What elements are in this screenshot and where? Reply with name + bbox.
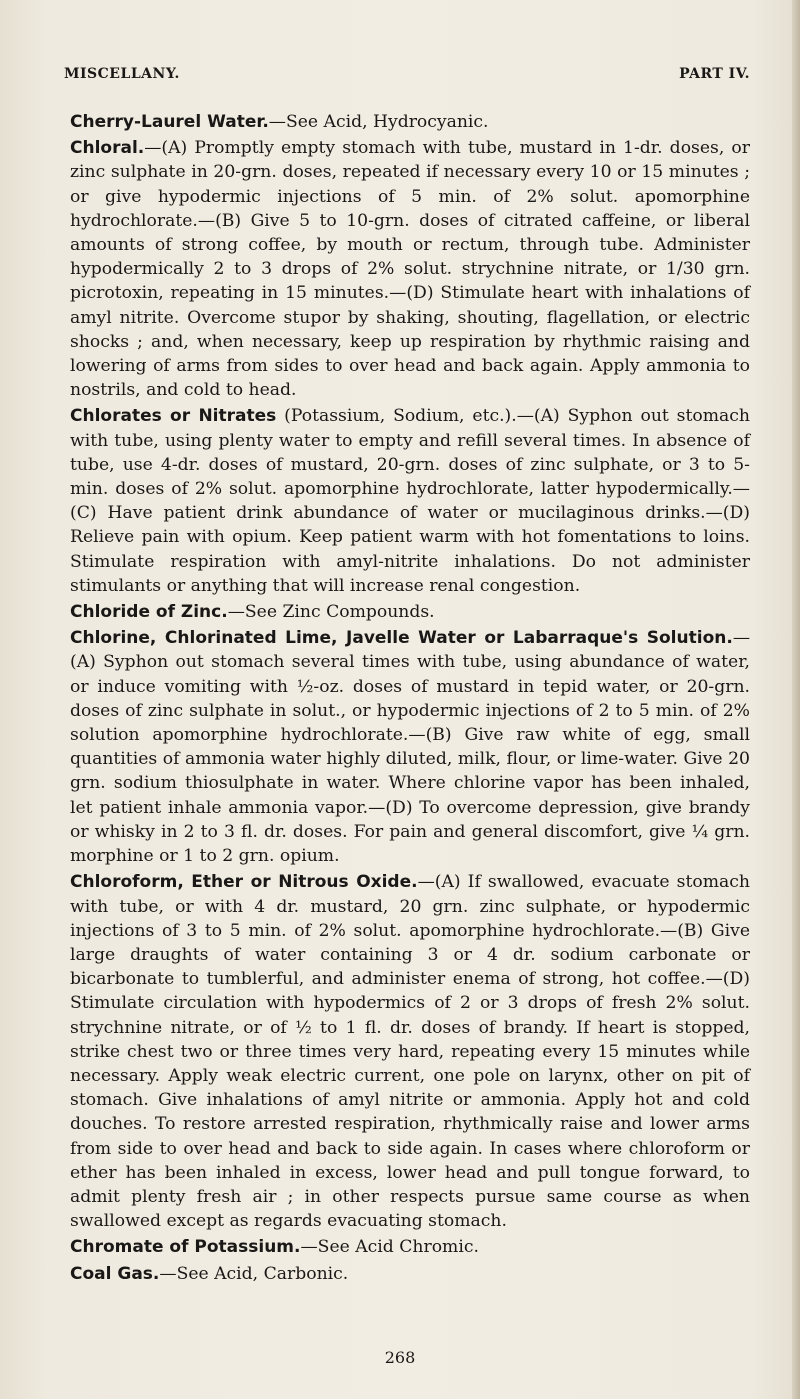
entry-coal-gas [70, 1262, 750, 1286]
page-number: 268 [384, 1348, 416, 1367]
entry-text: —(A) Promptly empty stomach with tube, mustard in 1-dr. doses, or zinc sulphate in 20-grn. doses, repeated if necessary every 10 or 15 minutes ; or give hypodermic injections of 5 min. of 2% solut. apomorphine hydrochlorate.—(B) Give 5 to 10-grn. doses of citrated caffeine, or liberal amounts of strong coffee, by mouth or rectum, through tube. Administer hypodermically 2 to 3 drops of 2% solut. strychnine nitrate, or 1/30 grn. picrotoxin, repeating in 15 minutes.—(D) Stimulate heart with inhalations of amyl nitrite. Overcome stupor by shaking, shouting, flagellation, or electric shocks ; and, when necessary, keep up respiration by rhythmic raising and lowering of arms from sides to over head and back again. Apply ammonia to nostrils, and cold to head. [70, 138, 750, 401]
running-head-left: MISCELLANY. [64, 66, 180, 82]
entry-headword: Chlorine, Chlorinated Lime, Javelle Water or Labarraque's Solution. [70, 628, 733, 649]
running-head [64, 66, 750, 86]
entry-cherry-laurel [70, 110, 750, 134]
entry-headword: Chloride of Zinc. [70, 602, 228, 623]
entry-chloral [70, 136, 750, 402]
entry-chromate [70, 1235, 750, 1259]
entry-headword: Cherry-Laurel Water. [70, 112, 269, 132]
entry-chloroform [70, 870, 750, 1233]
entry-chloride-of-zinc [70, 600, 750, 624]
entry-text: (Potassium, Sodium, etc.).—(A) Syphon out stomach with tube, using plenty water to empty and refill several times. In absence of tube, use 4-dr. doses of mustard, 20-grn. doses of zinc sulphate, or 3 to 5-min. doses of 2% solut. apomorphine hydrochlorate, latter hypodermically.—(C) Have patient drink abundance of water or mucilaginous drinks.—(D) Relieve pain with opium. Keep patient warm with hot fomentations to loins. Stimulate respiration with amyl-nitrite inhalations. Do not administer stimulants or anything that will increase renal congestion. [70, 406, 750, 596]
entry-chlorates [70, 404, 750, 598]
page-body [70, 110, 750, 1288]
entry-headword: Chloral. [70, 138, 145, 159]
entry-headword: Chloroform, Ether or Nitrous Oxide. [70, 872, 418, 893]
running-head-right: PART IV. [679, 66, 750, 82]
page-edge [792, 0, 800, 1399]
entry-text: —See Zinc Compounds. [227, 602, 435, 623]
entry-chlorine [70, 626, 750, 868]
entry-headword: Chromate of Potassium. [70, 1237, 301, 1258]
entry-headword: Coal Gas. [70, 1263, 160, 1284]
entry-headword: Chlorates or Nitrates [70, 406, 277, 427]
entry-text: —(A) Syphon out stomach several times with tube, using abundance of water, or induce vomiting with ½-oz. doses of mustard in tepid water, or 20-grn. doses of zinc sulphate in solut., or hypodermic injections of 2 to 5 min. of 2% solution apomorphine hydrochlorate.—(B) Give raw white of egg, small quantities of ammonia water highly diluted, milk, flour, or lime-water. Give 20 grn. sodium thiosulphate in water. Where chlorine vapor has been inhaled, let patient inhale ammonia vapor.—(D) To overcome depression, give brandy or whisky in 2 to 3 fl. dr. doses. For pain and general discomfort, give ¼ grn. morphine or 1 to 2 grn. opium. [70, 628, 750, 867]
entry-text: —See Acid Chromic. [300, 1237, 479, 1258]
entry-text: —See Acid, Hydrocyanic. [268, 112, 489, 132]
entry-text: —See Acid, Carbonic. [159, 1263, 349, 1284]
entry-text: —(A) If swallowed, evacuate stomach with tube, or with 4 dr. mustard, 20 grn. zinc sulphate, or hypodermic injections of 3 to 5 min. of 2% solut. apomorphine hydrochlorate.—(B) Give large draughts of water containing 3 or 4 dr. sodium carbonate or bicarbonate to tumblerful, and administer enema of strong, hot coffee.—(D) Stimulate circulation with hypodermics of 2 or 3 drops of fresh 2% solut. strychnine nitrate, or of ½ to 1 fl. dr. doses of brandy. If heart is stopped, strike chest two or three times very hard, repeating every 15 minutes while necessary. Apply weak electric current, one pole on larynx, other on pit of stomach. Give inhalations of amyl nitrite or ammonia. Apply hot and cold douches. To restore arrested respiration, rhythmically raise and lower arms from side to over head and back to side again. In cases where chloroform or ether has been inhaled in excess, lower head and pull tongue forward, to admit plenty fresh air ; in other respects pursue same course as when swallowed except as regards evacuating stomach. [70, 872, 750, 1232]
